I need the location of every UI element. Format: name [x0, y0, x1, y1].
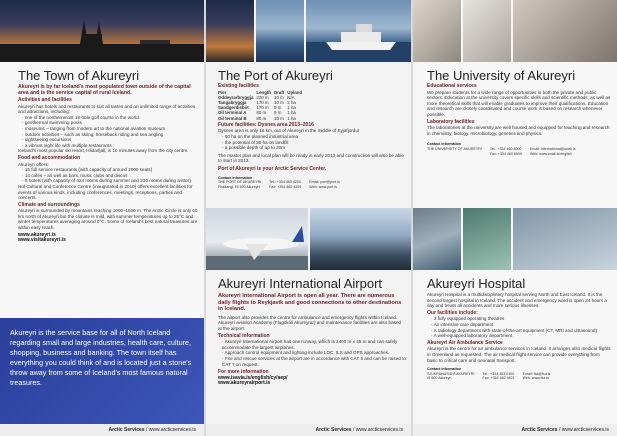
list-item: · the potential of 30 ha on landfill — [222, 140, 406, 146]
ship-icon — [306, 0, 411, 62]
list-item: · 5 hotels (with capacity of 424 rooms during summer and 220 rooms during winter) — [22, 178, 198, 184]
table-cell: Tangabryggja — [218, 100, 247, 105]
uni-contact-col-1 — [427, 142, 482, 156]
lab-text: The laboratories at the university are well housed and equipped for teaching and research in chemistry, biology, microbiology, genetics and physics. — [427, 125, 610, 136]
list-item: · a possible depth of up to 30m — [222, 145, 406, 151]
port-photo-2 — [256, 0, 304, 62]
airplane-photo — [206, 208, 308, 270]
contact-address: IS 600 Akureyri — [427, 376, 452, 381]
list-item: · geothermal swimming pools — [22, 120, 198, 126]
port-title: The Port of Akureyri — [218, 68, 333, 83]
list-item: · Approach control equipment and lighting include LOC, ILS and GPS approaches. — [222, 350, 406, 356]
panel-akureyri — [0, 0, 204, 436]
food-intro: Akureyri offers: — [18, 161, 49, 167]
table-cell: 1 ha — [287, 110, 296, 116]
table-cell: 170 m — [256, 105, 269, 111]
contact-web[interactable]: Web: www.port.is — [309, 184, 337, 189]
table-cell: 1 ha — [287, 115, 296, 121]
port-photo-1 — [206, 0, 254, 62]
table-row — [218, 116, 305, 121]
contact-email[interactable]: Email: international@unak.is — [529, 146, 576, 151]
footer-url[interactable]: www.arcticservices.is — [148, 427, 196, 433]
future-list — [218, 134, 406, 151]
future-heading: Future facilities: Dysnes area 2013–2016 — [218, 121, 314, 128]
contact-tel: Tel.: +354 463 0100 — [482, 371, 515, 376]
footer-sep: / — [558, 427, 561, 433]
contact-tel: Tel.: +354 460 4200 — [269, 180, 301, 185]
airport-url-1[interactable]: www.isavia.is/english/cy/aep/ — [218, 374, 288, 381]
port-body — [218, 84, 406, 189]
table-cell: 9 m — [274, 105, 282, 111]
list-item: · 15 full service restaurants (with capacity of around 2000 seats) — [22, 167, 198, 173]
akureyri-body — [18, 84, 198, 244]
food-list — [18, 167, 198, 184]
list-item: · one of the northernmost 18-hole golf course in the world — [22, 115, 198, 121]
tech-list — [218, 339, 406, 367]
akureyri-title: The Town of Akureyri — [18, 68, 140, 83]
table-cell: 220 m — [256, 94, 269, 100]
panel-university-hospital — [413, 0, 617, 436]
list-item: · 60 ha on the planned industrial area — [222, 134, 406, 140]
akureyri-highlight-box: Akureyri is the service base for all of North Iceland regarding small and large industries, health care, culture, shopping, business and banking. The town itself has everything you could think of and is located just a stone's throw away from some of Iceland's most famous natural treasures. — [0, 318, 204, 424]
footer-brand: Arctic Services — [315, 427, 352, 433]
table-cell: 10 m — [274, 94, 284, 100]
hospital-body — [427, 292, 611, 381]
list-item: · Fire and rescue services at the airport are in accordance with CAT 5 and can be raised to CAT 7 on request. — [222, 356, 406, 367]
uni-contact-col-3 — [530, 142, 576, 156]
facilities-list — [427, 316, 611, 338]
akureyri-url-2[interactable]: www.visitakureyri.is — [18, 237, 66, 244]
port-contact-col-3 — [309, 176, 340, 190]
contact-web[interactable]: Web: www.unak.is/english — [529, 151, 572, 156]
port-photo-3 — [306, 0, 411, 62]
list-item: · A radiology department with state-of-the-art equipment (CT, MRI and ultrasound) — [431, 328, 611, 334]
list-item: · museums – ranging from modern art to the national aviation museum — [22, 126, 198, 132]
edu-heading: Educational services — [427, 83, 477, 89]
hospital-intro: Akureyri Hospital is a multidisciplinary hospital serving North and East Iceland. It is the second largest hospital in Iceland. The accident and emergency ward is open 24 hours a day and treats all accidents and more serious illnesses. — [427, 292, 607, 309]
list-item: · A well-equipped laboratory department — [431, 333, 611, 339]
contact-email[interactable]: Email: port@port.is — [309, 180, 340, 185]
port-contact-col-1 — [218, 176, 261, 190]
activities-heading: Activities and facilities — [18, 97, 72, 103]
table-cell: N/A — [287, 94, 295, 100]
table-cell: 80 m — [256, 110, 267, 116]
university-title: The University of Akureyri — [427, 68, 576, 83]
ambulance-heading: Akureyri Air Ambulance Service — [427, 339, 503, 346]
akureyri-town-photo — [0, 0, 204, 62]
table-cell: 170 m — [256, 100, 269, 105]
hosp-contact-col-3 — [523, 367, 551, 381]
climate-heading: Climate and surroundings — [18, 201, 80, 208]
edu-text: We prepare students for a wide range of opportunities in both the private and public sectors. Education at the university covers specific skills and scientific methods, as well as more theoretical skills that will enable graduates to improve their qualifications. Education and research are closely coordinated and course work is based on research whenever possible. — [427, 89, 611, 117]
list-item: · Akureyri International Airport has one runway, which is 2400 m x 45 m and can safely accommodate the largest airplanes. — [222, 339, 406, 350]
table-header-cell: Draft — [274, 89, 285, 95]
table-cell: Oil terminal B — [218, 115, 247, 121]
university-contact — [427, 142, 611, 156]
food-heading: Food and accommodation — [18, 154, 81, 161]
footer-sep: / — [352, 427, 355, 433]
contact-title: Contact information — [427, 367, 462, 372]
airport-url-2[interactable]: www.akureyrairport.is — [218, 380, 271, 387]
airport-lead: Akureyri International Airport is open all year. There are numerous daily flights to Reykjavík and good connections to other destinations in Iceland. — [218, 293, 402, 313]
hospital-photo-1 — [413, 208, 461, 270]
list-item: · 14 cafés – as well as bars, music clubs and discos — [22, 173, 198, 179]
airport-body — [218, 293, 406, 387]
table-header-cell: Length — [256, 89, 272, 95]
table-header-cell: Upland — [287, 89, 303, 95]
contact-name: THE PORT OF AKUREYRI — [218, 180, 262, 185]
footer-sep: / — [145, 427, 148, 433]
contact-name: SJUKRAHUSID A AKUREYRI — [427, 371, 475, 376]
more-info-heading: For more information — [218, 369, 269, 376]
akureyri-url-1[interactable]: www.akureyri.is — [18, 231, 56, 238]
airport-title: Akureyri International Airport — [218, 276, 383, 291]
list-item: · a vibrant night life with multiple restaurants — [22, 143, 198, 149]
footer-3 — [413, 424, 617, 436]
uni-contact-col-2 — [490, 142, 522, 156]
university-photo-3 — [513, 0, 617, 62]
plan-text: The master plan and local plan will be ready in early 2013 and construction will also be able to start in 2013. — [218, 152, 404, 164]
table-cell: Oil terminal A — [218, 110, 247, 116]
activities-intro: Akureyri has hotels and restaurants to suit all tastes and an unlimited range of activities and attractions, including: — [18, 103, 196, 115]
list-item: · outdoor activities – such as skiing, horseback riding and sea angling — [22, 132, 198, 138]
airport-photo — [310, 208, 411, 270]
port-contact — [218, 176, 406, 190]
table-cell: 10 m — [274, 100, 284, 105]
contact-tel: Tel.: +354 460 8000 — [489, 146, 522, 151]
table-cell: 9 m — [274, 110, 282, 116]
table-cell: 80 m — [256, 115, 267, 121]
table-cell: 1 ha — [287, 105, 296, 111]
contact-address: Fiskitangi, IS 600 Akureyri — [218, 184, 260, 189]
climate-text: Akureyri is surrounded by mountains reaching 1000–1500 m. The Arctic Circle is only 60 km north of Akureyri but the climate is mild, with summer temperatures up to 25°C and winter temperatures averaging around 0°C. Some of Iceland's best natural treasures are within easy reach. — [18, 208, 198, 231]
contact-name: THE UNIVERSITY OF AKUREYRI — [427, 146, 482, 151]
lab-heading: Laboratory facilities — [427, 118, 475, 125]
port-service-line: Port of Akureyri is your Arctic Service Center. — [218, 165, 327, 172]
berths-table — [218, 90, 305, 121]
contact-web[interactable]: Web: www.fsa.is — [522, 376, 549, 381]
table-header-cell: Pier — [218, 89, 227, 95]
university-body — [427, 84, 611, 156]
contact-fax: Fax: +354 460 8999 — [489, 151, 522, 156]
university-photo-2 — [463, 0, 511, 62]
university-photo-1 — [413, 0, 461, 62]
panel-port-airport — [206, 0, 411, 436]
contact-title: Contact information — [218, 175, 253, 180]
table-cell: Sandgerdisbót — [218, 105, 249, 111]
hof-text: Hof Cultural and Conference Centre (inaugurated in 2010) offers excellent facilities for events of various kinds, including conferences, meetings, receptions, parties and concerts. — [18, 183, 193, 201]
footer-brand: Arctic Services — [108, 427, 145, 433]
future-intro: Dysnes area is only 16 km, out of Akureyri in the middle of Eyjafjordur — [218, 128, 360, 134]
table-row — [218, 110, 305, 115]
footer-1 — [0, 424, 204, 436]
table-cell: 10 m — [274, 115, 284, 121]
hospital-title: Akureyri Hospital — [427, 276, 526, 291]
facilities-heading: Our facilities include: — [427, 309, 478, 316]
footer-2 — [206, 424, 411, 436]
hosp-contact-col-1 — [427, 367, 475, 381]
footer-url[interactable]: www.arcticservices.is — [355, 427, 403, 433]
port-contact-col-2 — [269, 176, 301, 190]
list-item: · sightseeing excursions — [22, 137, 198, 143]
airplane-icon — [206, 208, 308, 270]
airport-text: The airport also provides the centre for ambulance and emergency flights within Iceland. Akureyri aviation Academy (Flugskóli Akureyrar) and maintenance facilities are also based at the airport. — [218, 314, 402, 331]
contact-fax: Fax: +354 460 4209 — [269, 184, 302, 189]
footer-brand: Arctic Services — [521, 427, 558, 433]
list-item: · An intensive care department — [431, 322, 611, 328]
contact-email[interactable]: Email: fsa@fsa.is — [522, 371, 551, 376]
ski-text: Iceland's most popular ski resort, Hlidarfjall, is 10 minutes away from the city centre. — [18, 148, 189, 154]
contact-fax: Fax: +354 462 4621 — [482, 376, 515, 381]
church-silhouette-icon — [0, 0, 204, 62]
footer-url[interactable]: www.arcticservices.is — [561, 427, 609, 433]
list-item: · 3 fully equipped operating theatres — [431, 316, 611, 322]
akureyri-lead: Akureyri is by far Iceland's most populated town outside of the capital area and is the service capital of rural Iceland. — [18, 84, 191, 96]
ambulance-text: Akureyri is the centre for air ambulance services in Iceland. It arranges also medical flights in Greenland as requested. The air medical flight service can provide everything from basic to critical care and neonatal transport. — [427, 346, 611, 363]
contact-title: Contact information — [427, 142, 462, 147]
berths-heading: Existing facilities — [218, 83, 259, 89]
hospital-photo-3 — [513, 208, 617, 270]
hosp-contact-col-2 — [483, 367, 515, 381]
hospital-photo-2 — [463, 208, 511, 270]
hospital-contact — [427, 367, 611, 381]
table-cell: 2 ha — [287, 100, 296, 105]
table-body — [218, 95, 305, 121]
activities-list — [18, 115, 198, 149]
tech-heading: Technical information — [218, 332, 270, 339]
table-cell: Oddeyrarbryggja — [218, 94, 254, 100]
